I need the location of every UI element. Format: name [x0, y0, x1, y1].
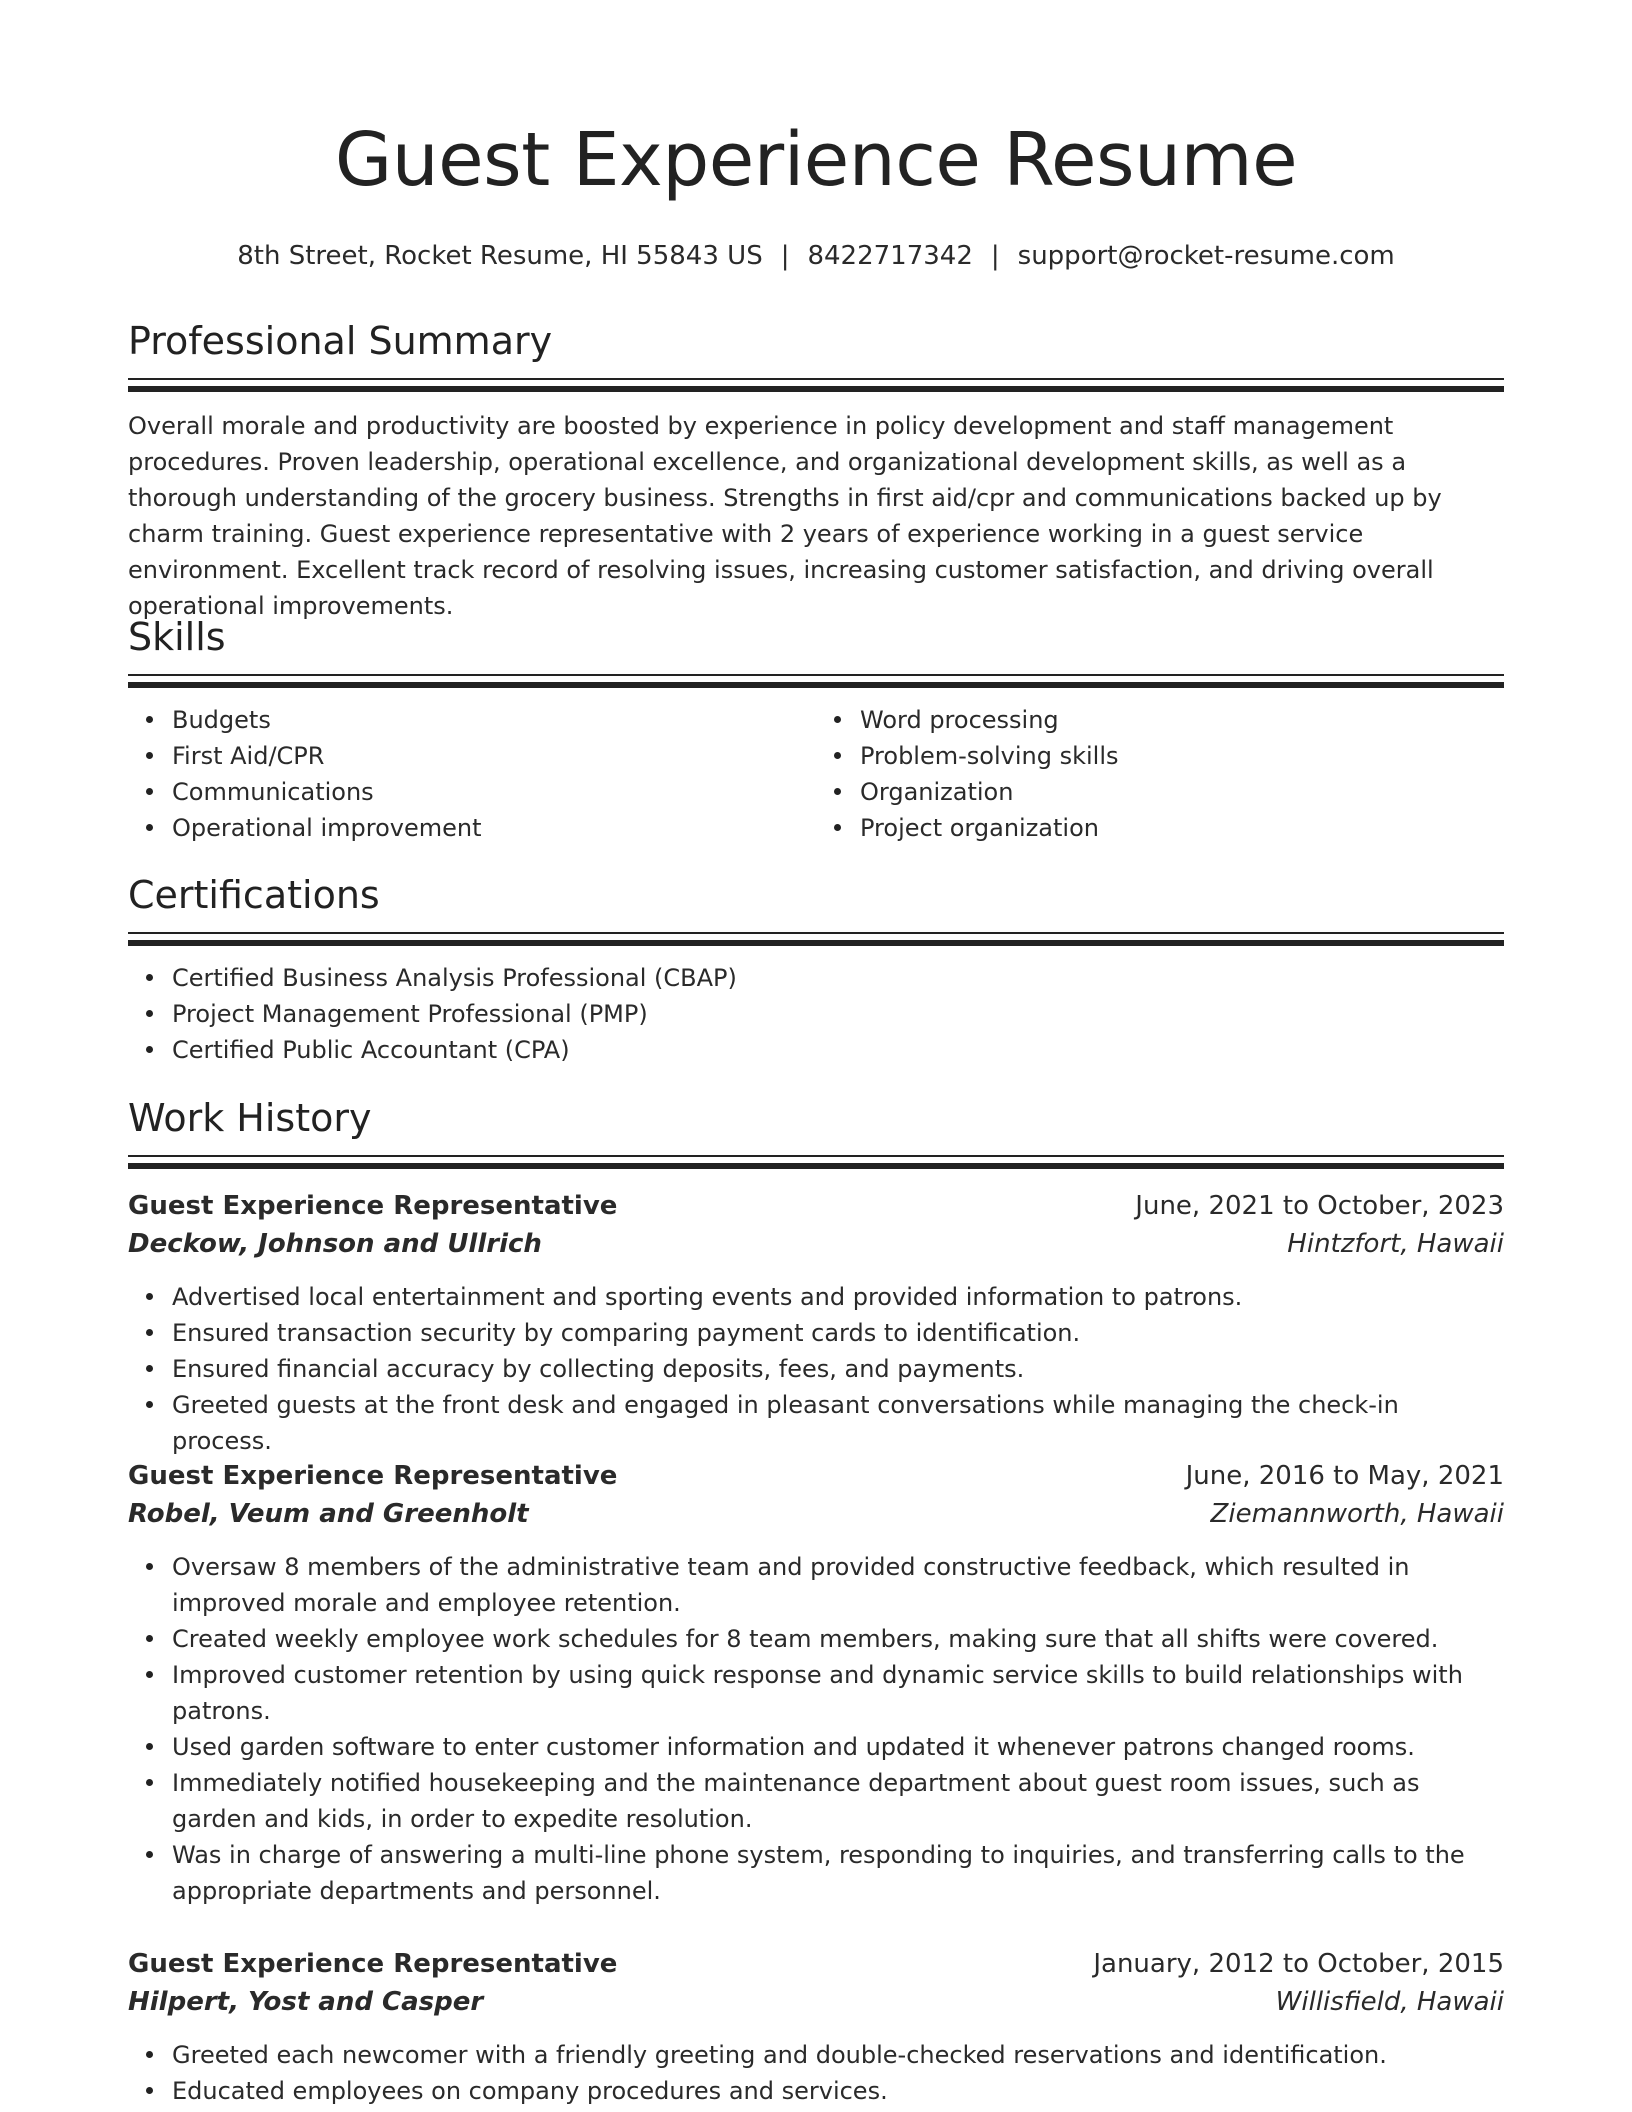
- job-company: Robel, Veum and Greenholt: [128, 1499, 529, 1529]
- job-bullet: Educated employees on company procedures and services.: [172, 2073, 1504, 2109]
- job-bullet: Greeted each newcomer with a friendly greeting and double-checked reservations and identification.: [172, 2037, 1504, 2073]
- skills-section: [128, 612, 1504, 846]
- contact-separator: |: [990, 241, 1000, 271]
- job-entry: [128, 1187, 1504, 1459]
- section-heading-work-history: Work History: [128, 1096, 372, 1140]
- contact-separator: |: [780, 241, 790, 271]
- job-location: Hintzfort, Hawaii: [1287, 1229, 1504, 1259]
- work-history-section: [128, 1093, 1504, 1171]
- certification-item: Project Management Professional (PMP): [172, 996, 1504, 1032]
- job-dates: June, 2016 to May, 2021: [1185, 1461, 1504, 1491]
- section-heading-certifications: Certifications: [128, 873, 380, 917]
- job-company: Hilpert, Yost and Casper: [128, 1987, 484, 2017]
- certification-item: Certified Public Accountant (CPA): [172, 1032, 1504, 1068]
- skills-list-left: [128, 702, 816, 846]
- job-bullet: Immediately notified housekeeping and the maintenance department about guest room issues, such as garden and kids, in order to expedite resolution.: [172, 1765, 1504, 1837]
- job-bullet: Created weekly employee work schedules for 8 team members, making sure that all shifts were covered.: [172, 1621, 1504, 1657]
- section-heading-skills: Skills: [128, 615, 226, 659]
- job-title: Guest Experience Representative: [128, 1949, 618, 1979]
- contact-email: support@rocket-resume.com: [1017, 241, 1395, 271]
- job-bullet: Was in charge of answering a multi-line phone system, responding to inquiries, and transferring calls to the appropriate departments and personnel.: [172, 1837, 1504, 1909]
- job-title: Guest Experience Representative: [128, 1191, 618, 1221]
- summary-text: Overall morale and productivity are boosted by experience in policy development and staff management procedures. Proven leadership, operational excellence, and organizational development skills, as well as a thorough understanding of the grocery business. Strengths in first aid/cpr and communications backed up by charm training. Guest experience representative with 2 years of experience working in a guest service environment. Excellent track record of resolving issues, increasing customer satisfaction, and driving overall operational improvements.: [128, 412, 1442, 620]
- certification-item: Certified Business Analysis Professional (CBAP): [172, 960, 1504, 996]
- contact-phone: 8422717342: [807, 241, 973, 271]
- job-bullet: Improved customer retention by using quick response and dynamic service skills to build relationships with patrons.: [172, 1657, 1504, 1729]
- skill-item: Project organization: [860, 810, 1504, 846]
- job-location: Willisfield, Hawaii: [1275, 1987, 1504, 2017]
- job-location: Ziemannworth, Hawaii: [1210, 1499, 1504, 1529]
- skill-item: Organization: [860, 774, 1504, 810]
- job-bullet: Ensured financial accuracy by collecting deposits, fees, and payments.: [172, 1351, 1504, 1387]
- job-bullet: Greeted guests at the front desk and engaged in pleasant conversations while managing the check-in process.: [172, 1387, 1504, 1459]
- job-bullet: Advertised local entertainment and sporting events and provided information to patrons.: [172, 1279, 1504, 1315]
- certifications-list: [128, 960, 1504, 1068]
- contact-address: 8th Street, Rocket Resume, HI 55843 US: [237, 241, 763, 271]
- job-bullet: Used garden software to enter customer information and updated it whenever patrons changed rooms.: [172, 1729, 1504, 1765]
- job-entry: [128, 1945, 1504, 2109]
- section-heading-summary: Professional Summary: [128, 319, 553, 363]
- certifications-section: [128, 870, 1504, 1068]
- job-bullets: [128, 1279, 1504, 1459]
- skill-item: First Aid/CPR: [172, 738, 816, 774]
- job-title: Guest Experience Representative: [128, 1461, 618, 1491]
- skill-item: Operational improvement: [172, 810, 816, 846]
- job-bullets: [128, 1549, 1504, 1909]
- section-divider: [128, 1155, 1504, 1171]
- job-dates: June, 2021 to October, 2023: [1135, 1191, 1504, 1221]
- section-divider: [128, 932, 1504, 948]
- skill-item: Communications: [172, 774, 816, 810]
- section-divider: [128, 674, 1504, 690]
- job-company: Deckow, Johnson and Ullrich: [128, 1229, 542, 1259]
- job-bullet: Oversaw 8 members of the administrative team and provided constructive feedback, which resulted in improved morale and employee retention.: [172, 1549, 1504, 1621]
- skills-grid: [128, 702, 1504, 846]
- contact-line: [128, 238, 1504, 274]
- skills-list-right: [816, 702, 1504, 846]
- job-dates: January, 2012 to October, 2015: [1093, 1949, 1504, 1979]
- summary-section: [128, 316, 1504, 624]
- resume-title: Guest Experience Resume: [334, 117, 1298, 203]
- skill-item: Budgets: [172, 702, 816, 738]
- section-divider: [128, 378, 1504, 394]
- job-bullets: [128, 2037, 1504, 2109]
- skill-item: Word processing: [860, 702, 1504, 738]
- job-bullet: Ensured transaction security by comparing payment cards to identification.: [172, 1315, 1504, 1351]
- job-entry: [128, 1457, 1504, 1909]
- skill-item: Problem-solving skills: [860, 738, 1504, 774]
